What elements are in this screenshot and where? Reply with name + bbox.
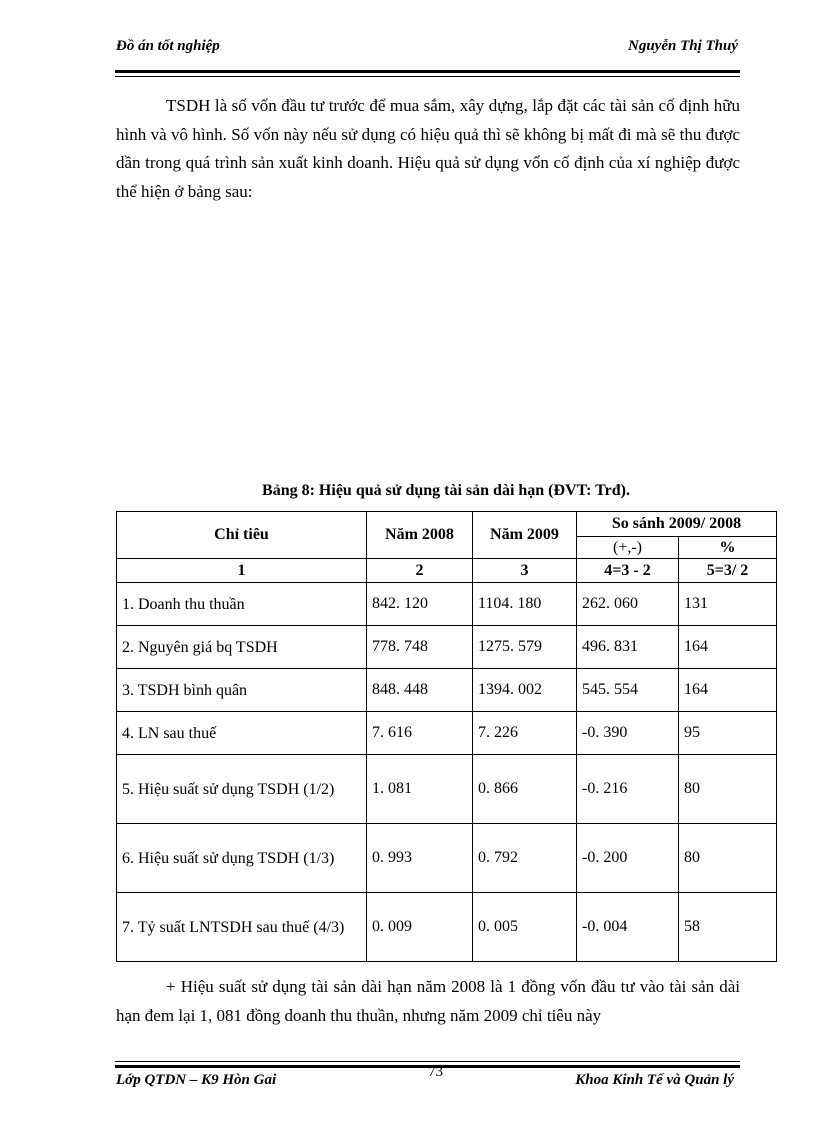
row-label: 1. Doanh thu thuần [117,583,367,626]
value-2009: 0. 792 [473,824,577,893]
value-2008: 848. 448 [367,669,473,712]
header-rule-thin [115,76,740,77]
header-comparison: So sánh 2009/ 2008 [577,512,777,537]
value-diff: 262. 060 [577,583,679,626]
closing-paragraph: + Hiệu suất sử dụng tài sản dài hạn năm 2008 là 1 đồng vốn đầu tư vào tài sản dài hạn đem lại 1, 081 đồng doanh thu thuần, nhưng năm 2009 chỉ tiêu này [116,977,740,1025]
value-percent: 164 [679,669,777,712]
value-2008: 1. 081 [367,755,473,824]
table-row [117,669,777,712]
table-row [117,755,777,824]
value-diff: 496. 831 [577,626,679,669]
header-rule [115,70,740,73]
value-diff: -0. 390 [577,712,679,755]
footer-rule-thin [115,1061,740,1062]
value-diff: -0. 216 [577,755,679,824]
table-row [117,824,777,893]
value-percent: 95 [679,712,777,755]
footer-faculty: Khoa Kinh Tế và Quản lý [575,1072,734,1088]
header-year-2008: Năm 2008 [367,512,473,559]
row-label: 5. Hiệu suất sử dụng TSDH (1/2) [117,755,367,824]
value-2008: 7. 616 [367,712,473,755]
value-percent: 131 [679,583,777,626]
table-row [117,626,777,669]
footer-class-name: Lớp QTDN – K9 Hòn Gai [116,1072,277,1088]
index-cell: 4=3 - 2 [577,559,679,583]
value-2008: 0. 009 [367,893,473,962]
value-diff: -0. 200 [577,824,679,893]
value-2009: 0. 866 [473,755,577,824]
header-indicator: Chỉ tiêu [117,512,367,559]
table-caption: Bảng 8: Hiệu quả sử dụng tài sản dài hạn (ĐVT: Trđ). [262,482,630,499]
value-percent: 80 [679,824,777,893]
value-2008: 842. 120 [367,583,473,626]
index-cell: 5=3/ 2 [679,559,777,583]
page-number: 73 [428,1064,443,1080]
index-cell: 3 [473,559,577,583]
row-label: 7. Tỷ suất LNTSDH sau thuế (4/3) [117,893,367,962]
row-label: 6. Hiệu suất sử dụng TSDH (1/3) [117,824,367,893]
table-row [117,893,777,962]
value-2008: 0. 993 [367,824,473,893]
value-2009: 1104. 180 [473,583,577,626]
index-cell: 2 [367,559,473,583]
intro-paragraph: TSDH là số vốn đầu tư trước để mua sắm, xây dựng, lắp đặt các tài sản cố định hữu hình và vô hình. Số vốn này nếu sử dụng có hiệu quả thì sẽ không bị mất đi mà sẽ thu được dần trong quá trình sản xuất kinh doanh. Hiệu quả sử dụng vốn cố định của xí nghiệp được thể hiện ở bảng sau: [116,96,740,201]
value-2009: 7. 226 [473,712,577,755]
value-2009: 1275. 579 [473,626,577,669]
row-label: 2. Nguyên giá bq TSDH [117,626,367,669]
asset-efficiency-table [116,511,777,962]
header-percent: % [679,537,777,559]
table-row [117,583,777,626]
header-diff: (+,-) [577,537,679,559]
value-2009: 1394. 002 [473,669,577,712]
row-label: 4. LN sau thuế [117,712,367,755]
value-2009: 0. 005 [473,893,577,962]
value-percent: 58 [679,893,777,962]
row-label: 3. TSDH bình quân [117,669,367,712]
value-percent: 80 [679,755,777,824]
value-diff: 545. 554 [577,669,679,712]
value-2008: 778. 748 [367,626,473,669]
index-cell: 1 [117,559,367,583]
header-author: Nguyễn Thị Thuý [627,38,738,54]
header-document-title: Đồ án tốt nghiệp [116,38,220,54]
value-percent: 164 [679,626,777,669]
value-diff: -0. 004 [577,893,679,962]
header-year-2009: Năm 2009 [473,512,577,559]
table-row [117,712,777,755]
